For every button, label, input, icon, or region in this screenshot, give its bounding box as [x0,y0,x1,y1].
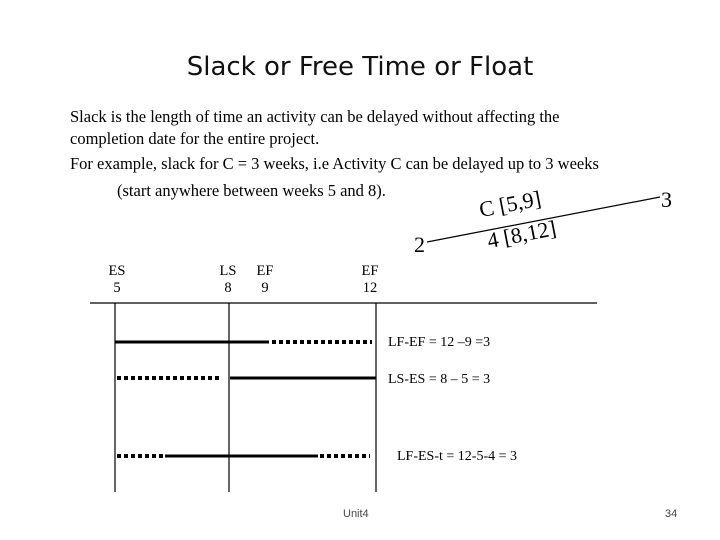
page-number: 34 [665,508,678,520]
slide-title: Slack or Free Time or Float [186,52,534,82]
marker-ef-12-value: 12 [362,280,378,296]
formula-lf-es-t: LF-ES-t = 12-5-4 = 3 [397,449,518,464]
marker-ls-value: 8 [224,280,232,296]
footer-unit: Unit4 [343,508,369,520]
marker-es-label: ES [108,263,126,279]
marker-ef-9-label: EF [256,263,274,279]
activity-c-arrow [427,197,660,242]
formula-lf-ef: LF-EF = 12 –9 =3 [388,335,491,350]
formula-ls-es: LS-ES = 8 – 5 = 3 [388,372,491,387]
paragraph-line-1: Slack is the length of time an activity can be delayed without affecting the [70,107,560,126]
activity-duration-times: 4 [8,12] [485,215,559,254]
paragraph-line-3: For example, slack for C = 3 weeks, i.e Activity C can be delayed up to 3 weeks [70,154,599,173]
activity-c-times: C [5,9] [477,185,543,223]
marker-ls-label: LS [219,263,237,279]
marker-es-value: 5 [113,280,121,296]
paragraph-line-2: completion date for the entire project. [70,129,320,148]
paragraph-line-4: (start anywhere between weeks 5 and 8). [117,181,386,200]
marker-ef-12-label: EF [361,263,379,279]
node-3: 3 [661,187,672,212]
node-2: 2 [414,232,425,257]
marker-ef-9-value: 9 [261,280,269,296]
